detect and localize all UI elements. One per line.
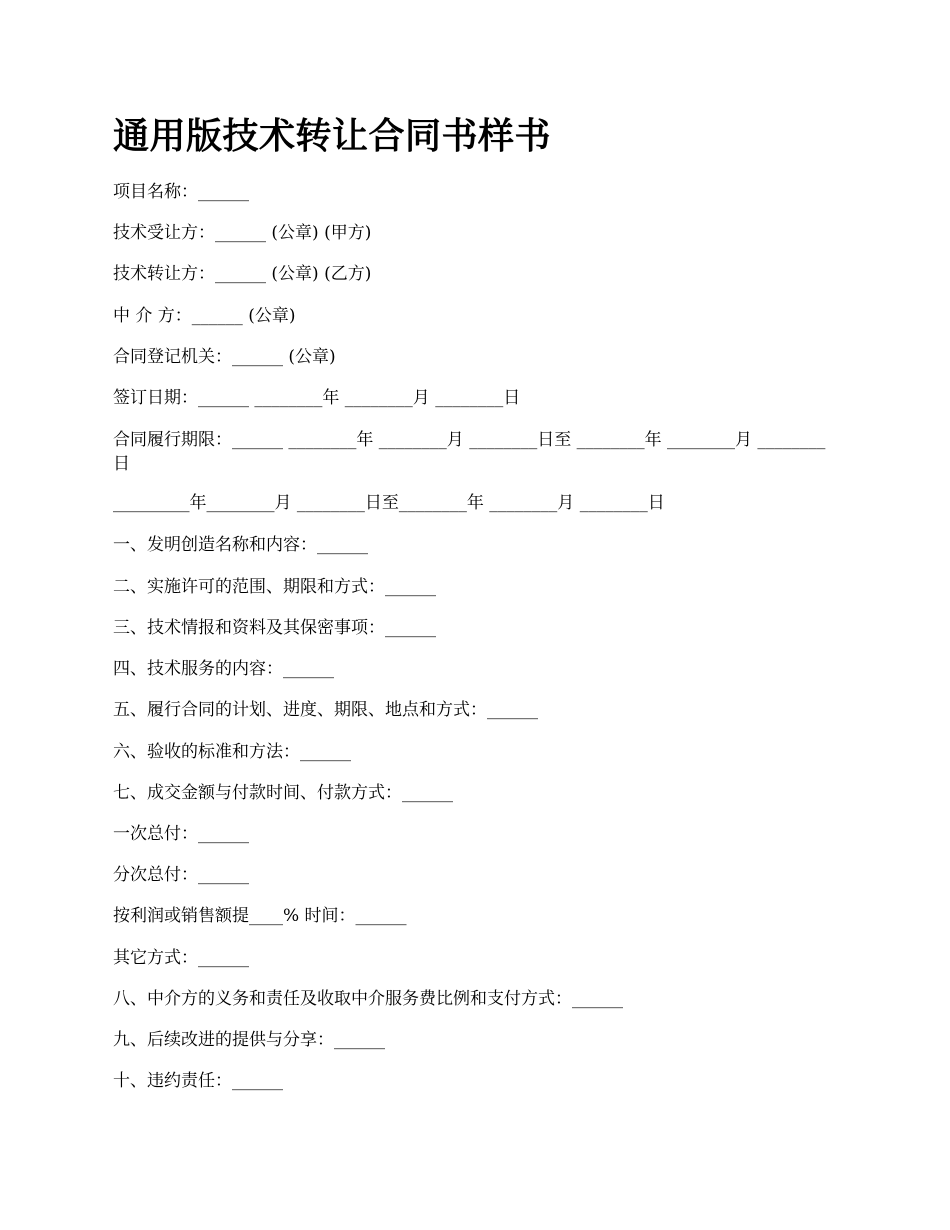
clause-9: 九、后续改进的提供与分享：______ xyxy=(113,1030,385,1050)
payment-royalty: 按利润或销售额提____% 时间：______ xyxy=(113,906,407,926)
clause-1: 一、发明创造名称和内容：______ xyxy=(113,535,368,555)
clause-3: 三、技术情报和资料及其保密事项：______ xyxy=(113,618,436,638)
field-signing-date: 签订日期：______ ________年 ________月 ________日 xyxy=(113,388,521,408)
clause-7: 七、成交金额与付款时间、付款方式：______ xyxy=(113,783,453,803)
field-project-name: 项目名称：______ xyxy=(113,182,249,202)
field-period-range: _________年________月 ________日至________年 ________月 ________日 xyxy=(113,493,665,513)
payment-installments: 分次总付：______ xyxy=(113,865,249,885)
clause-4: 四、技术服务的内容：______ xyxy=(113,659,334,679)
field-intermediary: 中 介 方：______ (公章) xyxy=(113,306,296,326)
clause-8: 八、中介方的义务和责任及收取中介服务费比例和支付方式：______ xyxy=(113,989,623,1009)
clause-6: 六、验收的标准和方法：______ xyxy=(113,742,351,762)
clause-10: 十、违约责任：______ xyxy=(113,1071,283,1091)
clause-5: 五、履行合同的计划、进度、期限、地点和方式：______ xyxy=(113,700,538,720)
field-transferee: 技术受让方：______ (公章) (甲方) xyxy=(113,223,372,243)
clause-2: 二、实施许可的范围、期限和方式：______ xyxy=(113,577,436,597)
document-title: 通用版技术转让合同书样书 xyxy=(113,115,552,157)
field-transferor: 技术转让方：______ (公章) (乙方) xyxy=(113,264,372,284)
field-performance-period: 合同履行期限：______ ________年 ________月 ________日至 ________年 ________月 ________日 xyxy=(113,430,826,474)
payment-lump-sum: 一次总付：______ xyxy=(113,824,249,844)
field-registration-authority: 合同登记机关：______ (公章) xyxy=(113,347,336,367)
payment-other: 其它方式：______ xyxy=(113,948,249,968)
